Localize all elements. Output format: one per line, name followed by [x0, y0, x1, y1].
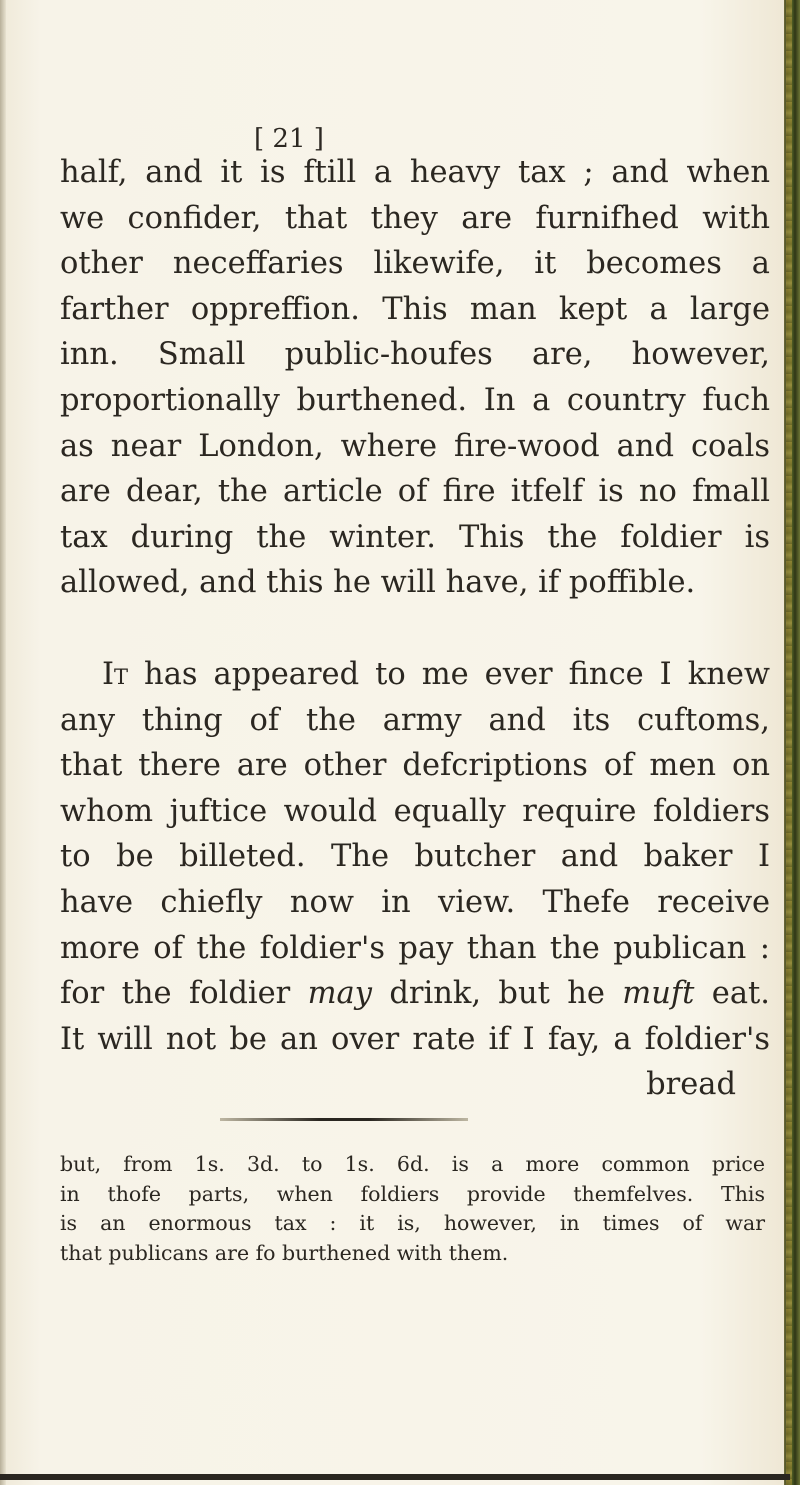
text-line: proportionally burthened. In a country fuch — [60, 382, 770, 418]
lead-small-caps: It — [102, 656, 129, 692]
text-line — [60, 971, 770, 1017]
text-line: farther oppreffion. This man kept a large — [60, 291, 770, 327]
footnote-line: is an enormous tax : it is, however, in times of war — [60, 1211, 765, 1235]
text-run: eat. — [694, 976, 770, 1012]
paragraph-1 — [60, 150, 770, 606]
paragraph-gap — [60, 606, 770, 652]
text-line: are dear, the article of fire itfelf is no fmall — [60, 474, 770, 510]
footnote-line: but, from 1s. 3d. to 1s. 6d. is a more common price — [60, 1152, 765, 1176]
text-line: any thing of the army and its cuftoms, — [60, 702, 770, 738]
text-line: inn. Small public-houfes are, however, — [60, 337, 770, 373]
text-run: for the foldier — [60, 976, 308, 1012]
footnote-rule — [220, 1118, 468, 1121]
page-bottom-edge — [0, 1474, 790, 1480]
footnote — [60, 1150, 765, 1268]
text-line: we confider, that they are furnifhed with — [60, 200, 770, 236]
italic-may: may — [307, 976, 372, 1012]
footnote-line: in thofe parts, when foldiers provide themfelves. This — [60, 1181, 765, 1206]
text-line: allowed, and this he will have, if poffible. — [60, 565, 696, 601]
catchword: bread — [646, 1067, 736, 1103]
text-line: whom juftice would equally require foldiers — [60, 793, 770, 829]
text-line: tax during the winter. This the foldier is — [60, 519, 770, 555]
text-line: It will not be an over rate if I fay, a foldier's — [60, 1021, 770, 1057]
text-line: have chiefly now in view. Thefe receive — [60, 884, 770, 920]
text-run: has appeared to me ever fince I knew — [128, 656, 770, 692]
text-line: as near London, where fire-wood and coals — [60, 428, 770, 464]
text-line: other neceffaries likewife, it becomes a — [60, 246, 770, 282]
text-line: to be billeted. The butcher and baker I — [60, 839, 770, 875]
page-left-edge — [0, 0, 6, 1485]
spine-gilt-texture — [786, 0, 792, 1485]
text-line: half, and it is ftill a heavy tax ; and when — [60, 155, 770, 190]
page-number-header: [ 21 ] — [254, 124, 324, 154]
text-line: that there are other defcriptions of men on — [60, 748, 770, 784]
text-run: drink, but he — [371, 976, 623, 1012]
italic-muft: muft — [622, 976, 695, 1012]
main-text — [60, 150, 770, 1108]
paragraph-2 — [60, 652, 770, 1108]
text-line: more of the foldier's pay than the publican : — [60, 930, 770, 966]
text-line — [60, 652, 770, 698]
footnote-line: that publicans are fo burthened with them. — [60, 1240, 509, 1265]
